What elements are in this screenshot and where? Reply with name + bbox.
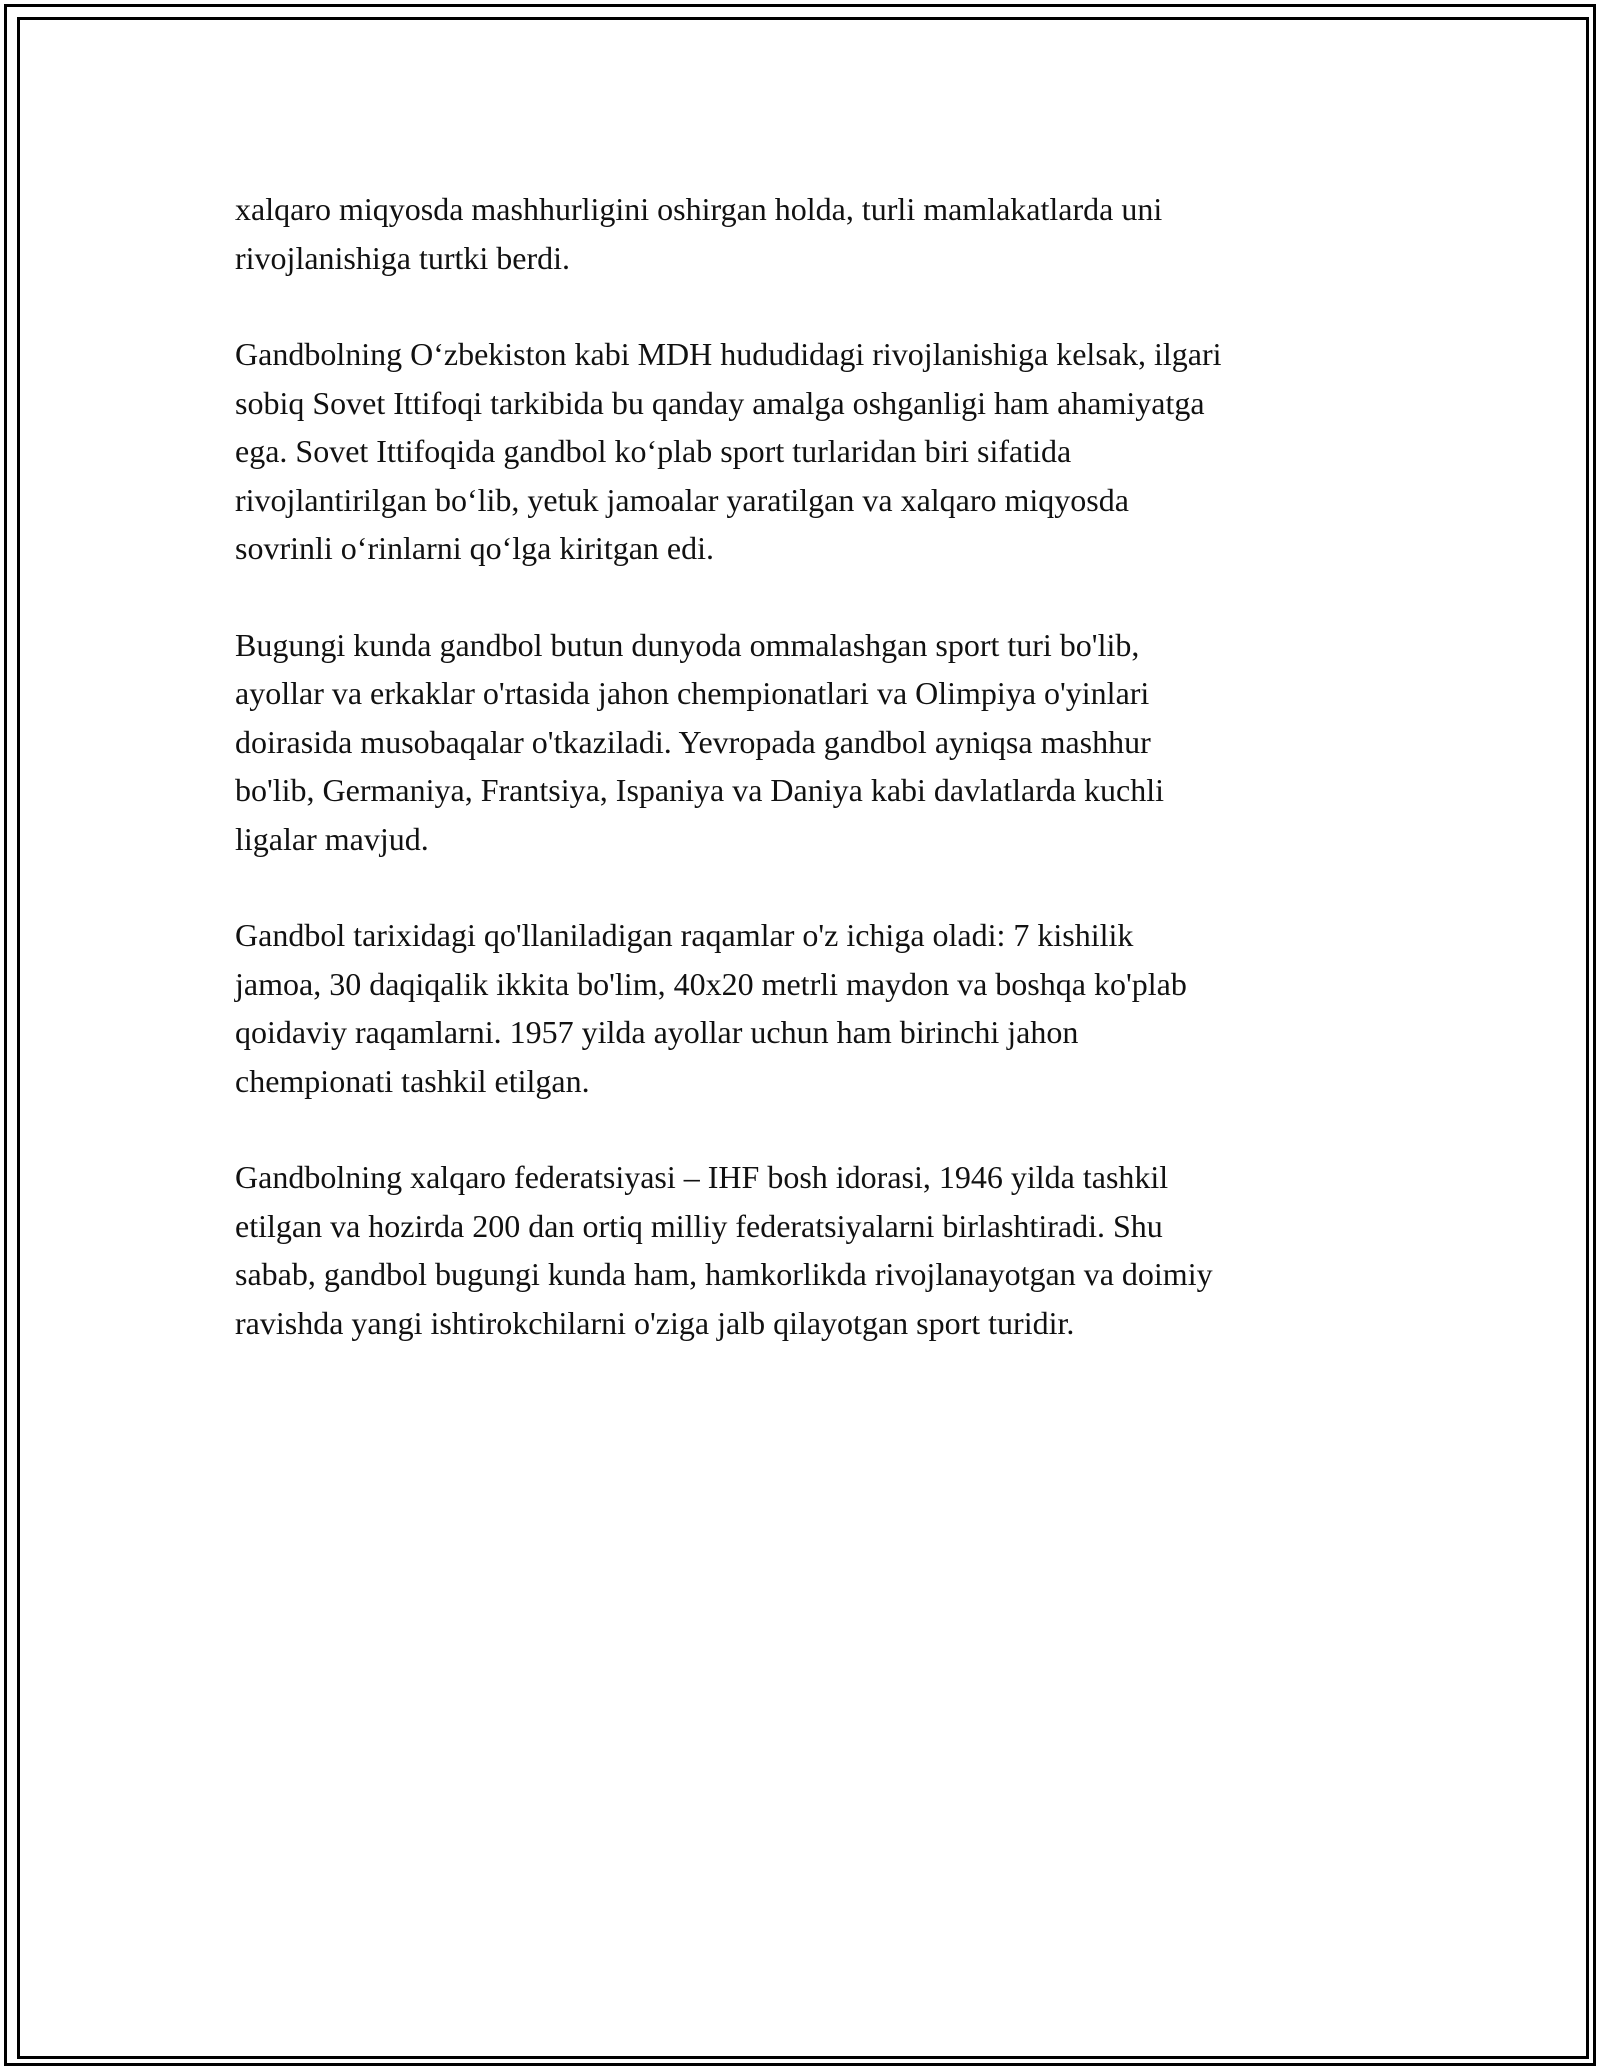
paragraph-2: Gandbolning O‘zbekiston kabi MDH hududidagi rivojlanishiga kelsak, ilgari sobiq Sovet Ittifoqi tarkibida bu qanday amalga oshganligi ham ahamiyatga ega. Sovet Ittifoqida gandbol ko‘plab sport turlaridan biri sifatida rivojlantirilgan bo‘lib, yetuk jamoalar yaratilgan va xalqaro miqyosda sovrinli o‘rinlarni qo‘lga kiritgan edi. <box>235 336 1222 566</box>
document-body <box>235 185 1375 1395</box>
paragraph-4: Gandbol tarixidagi qo'llaniladigan raqamlar o'z ichiga oladi: 7 kishilik jamoa, 30 daqiqalik ikkita bo'lim, 40x20 metrli maydon va boshqa ko'plab qoidaviy raqamlarni. 1957 yilda ayollar uchun ham birinchi jahon chempionati tashkil etilgan. <box>235 917 1187 1099</box>
paragraph-3: Bugungi kunda gandbol butun dunyoda ommalashgan sport turi bo'lib, ayollar va erkaklar o'rtasida jahon chempionatlari va Olimpiya o'yinlari doirasida musobaqalar o'tkaziladi. Yevropada gandbol ayniqsa mashhur bo'lib, Germaniya, Frantsiya, Ispaniya va Daniya kabi davlatlarda kuchli ligalar mavjud. <box>235 626 1165 857</box>
paragraph-1: xalqaro miqyosda mashhurligini oshirgan holda, turli mamlakatlarda uni rivojlanishiga turtki berdi. <box>235 191 1163 276</box>
paragraph-5: Gandbolning xalqaro federatsiyasi – IHF bosh idorasi, 1946 yilda tashkil etilgan va hozirda 200 dan ortiq milliy federatsiyalarni birlashtiradi. Shu sabab, gandbol bugungi kunda ham, hamkorlikda rivojlanayotgan va doimiy ravishda yangi ishtirokchilarni o'ziga jalb qilayotgan sport turidir. <box>235 1159 1213 1341</box>
